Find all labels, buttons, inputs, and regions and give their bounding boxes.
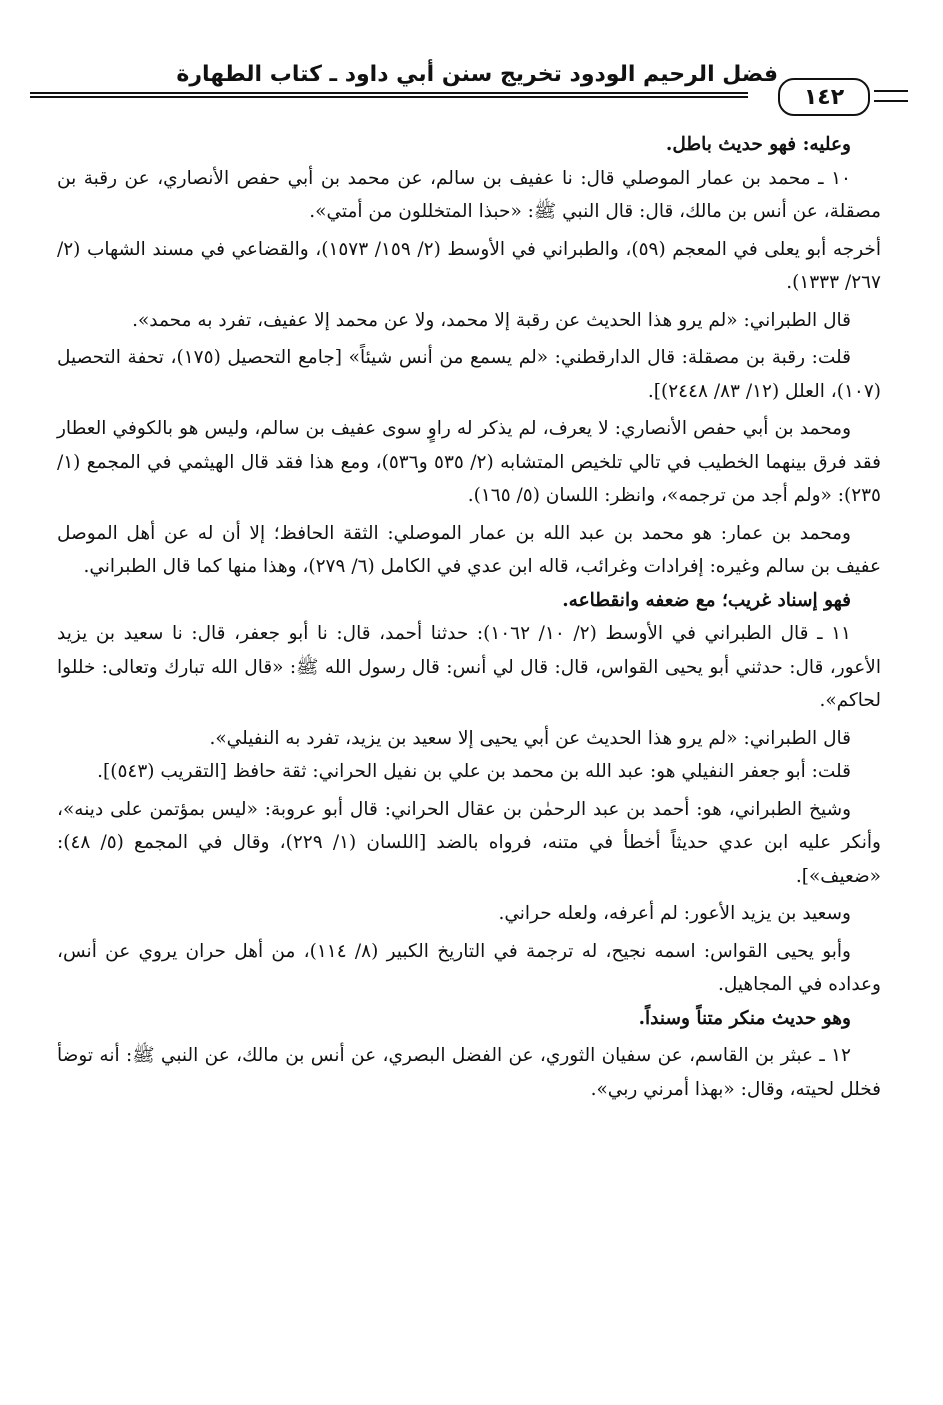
paragraph: وسعيد بن يزيد الأعور: لم أعرفه، ولعله حراني. bbox=[498, 903, 851, 924]
paragraph: وأبو يحيى القواس: اسمه نجيح، له ترجمة في التاريخ الكبير (٨/ ١١٤)، من أهل حران يروي عن أنس، وعداده في المجاهيل. bbox=[57, 940, 881, 995]
paragraph: ومحمد بن أبي حفص الأنصاري: لا يعرف، لم يذكر له راوٍ سوى عفيف بن سالم، وليس هو بالكوفي العطار فقد فرق بينهما الخطيب في تالي تلخيص المتشابه (٢/ ٥٣٥ و٥٣٦)، ومع هذا فقد قال الهيثمي في المجمع (١/ ٢٣٥): «ولم أجد من ترجمه»، وانظر: اللسان (٥/ ١٦٥). bbox=[57, 418, 881, 506]
paragraph: ١٠ ـ محمد بن عمار الموصلي قال: نا عفيف بن سالم، عن محمد بن أبي حفص الأنصاري، عن رقبة بن مصقلة، عن أنس بن مالك، قال: قال النبي ﷺ: «حبذا المتخللون من أمتي». bbox=[57, 167, 881, 222]
page-header bbox=[30, 60, 908, 120]
page-number bbox=[778, 78, 870, 116]
paragraph: قال الطبراني: «لم يرو هذا الحديث عن أبي يحيى إلا سعيد بن يزيد، تفرد به النفيلي». bbox=[209, 727, 851, 749]
paragraph: ١١ ـ قال الطبراني في الأوسط (٢/ ١٠/ ١٠٦٢): حدثنا أحمد، قال: نا أبو جعفر، قال: نا سعيد بن يزيد الأعور، قال: حدثني أبو يحيى القواس، قال: قال لي أنس: قال رسول الله ﷺ: «قال الله تبارك وتعالى: خللوا لحاكم». bbox=[57, 623, 881, 711]
paragraph: قال الطبراني: «لم يرو هذا الحديث عن رقبة إلا محمد، ولا عن محمد إلا عفيف، تفرد به محمد». bbox=[132, 309, 851, 331]
header-ornament bbox=[874, 90, 908, 102]
paragraph: قلت: أبو جعفر النفيلي هو: عبد الله بن محمد بن علي بن نفيل الحراني: ثقة حافظ [التقريب (٥٤٣)]. bbox=[97, 761, 851, 782]
paragraph: وشيخ الطبراني، هو: أحمد بن عبد الرحمٰن بن عقال الحراني: قال أبو عروبة: «ليس بمؤتمن على دينه»، وأنكر عليه ابن عدي حديثاً أخطأ في متنه، فرواه بالضد [اللسان (١/ ٢٢٩)، وقال في المجمع (٥/ ٤٨): «ضعيف»]. bbox=[57, 798, 881, 887]
page-body bbox=[57, 128, 881, 1106]
paragraph: أخرجه أبو يعلى في المعجم (٥٩)، والطبراني في الأوسط (٢/ ١٥٩/ ١٥٧٣)، والقضاعي في مسند الشهاب (٢/ ٢٦٧/ ١٣٣٣). bbox=[57, 238, 881, 293]
paragraph: قلت: رقبة بن مصقلة: قال الدارقطني: «لم يسمع من أنس شيئاً» [جامع التحصيل (١٧٥)، تحفة التحصيل (١٠٧)، العلل (١٢/ ٨٣/ ٢٤٤٨)]. bbox=[57, 347, 881, 402]
paragraph: ومحمد بن عمار: هو محمد بن عبد الله بن عمار الموصلي: الثقة الحافظ؛ إلا أن له عن أهل الموصل عفيف بن سالم وغيره: إفرادات وغرائب، قاله ابن عدي في الكامل (٦/ ٢٧٩)، وهذا منها كما قال الطبراني. bbox=[57, 522, 881, 577]
paragraph: وهو حديث منكر متناً وسنداً. bbox=[638, 1007, 851, 1029]
paragraph: وعليه: فهو حديث باطل. bbox=[665, 134, 851, 155]
page-number-text: ١٤٢ bbox=[803, 84, 845, 110]
header-rule bbox=[30, 92, 748, 94]
header-rule bbox=[30, 96, 748, 98]
running-title: فضل الرحيم الودود تخريج سنن أبي داود ـ كتاب الطهارة bbox=[176, 62, 778, 87]
paragraph: ١٢ ـ عبثر بن القاسم، عن سفيان الثوري، عن الفضل البصري، عن أنس بن مالك، عن النبي ﷺ: أنه توضأ فخلل لحيته، وقال: «بهذا أمرني ربي». bbox=[57, 1045, 881, 1100]
paragraph: فهو إسناد غريب؛ مع ضعفه وانقطاعه. bbox=[562, 589, 851, 611]
